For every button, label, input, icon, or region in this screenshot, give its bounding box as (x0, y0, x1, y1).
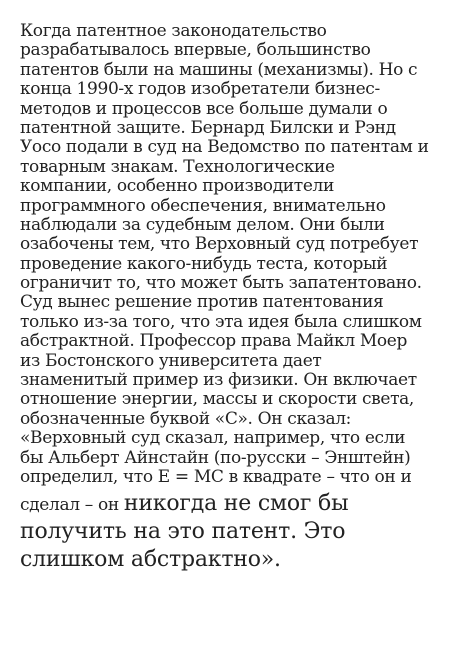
text-line: определил, что Е = МС в квадрате – что он и (20, 466, 412, 487)
text-line: обозначенные буквой «С». Он сказал: (20, 408, 352, 429)
text-line: патентов были на машины (механизмы). Но с (20, 59, 418, 80)
text-line: программного обеспечения, внимательно (20, 195, 386, 216)
text-line: из Бостонского университета дает (20, 350, 322, 371)
text-line: Когда патентное законодательство (20, 21, 327, 41)
text-line: озабочены тем, что Верховный суд потребует (20, 234, 419, 255)
text-line: знаменитый пример из физики. Он включает (20, 370, 417, 391)
text-fragment-small: сделал – он (20, 495, 124, 516)
text-line: бы Альберт Айнстайн (по-русски – Энштейн) (20, 447, 411, 468)
text-line: Суд вынес решение против патентования (20, 292, 384, 313)
text-line-mixed (20, 491, 440, 517)
text-line: ограничит то, что может быть запатентовано. (20, 273, 422, 294)
text-line: компании, особенно производители (20, 176, 334, 197)
text-line: патентной защите. Бернард Билски и Рэнд (20, 117, 396, 138)
text-line: методов и процессов все больше думали о (20, 98, 388, 119)
text-line: наблюдали за судебным делом. Они были (20, 214, 385, 235)
text-line: разрабатывалось впервые, большинство (20, 40, 371, 61)
text-line: только из-за того, что эта идея была слишком (20, 311, 422, 332)
text-fragment-large: никогда не смог бы (123, 491, 349, 517)
article-text (20, 22, 440, 573)
text-line: отношение энергии, массы и скорости света, (20, 389, 414, 410)
text-line: товарным знакам. Технологические (20, 156, 335, 177)
text-line-large: получить на это патент. Это (20, 519, 346, 545)
text-line: проведение какого-нибудь теста, который (20, 253, 388, 274)
text-line: Уосо подали в суд на Ведомство по патентам и (20, 137, 429, 158)
text-line: «Верховный суд сказал, например, что если (20, 428, 406, 449)
text-line-large: слишком абстрактно». (20, 547, 281, 573)
text-line: конца 1990-х годов изобретатели бизнес- (20, 79, 380, 100)
text-line: абстрактной. Профессор права Майкл Моер (20, 331, 408, 352)
